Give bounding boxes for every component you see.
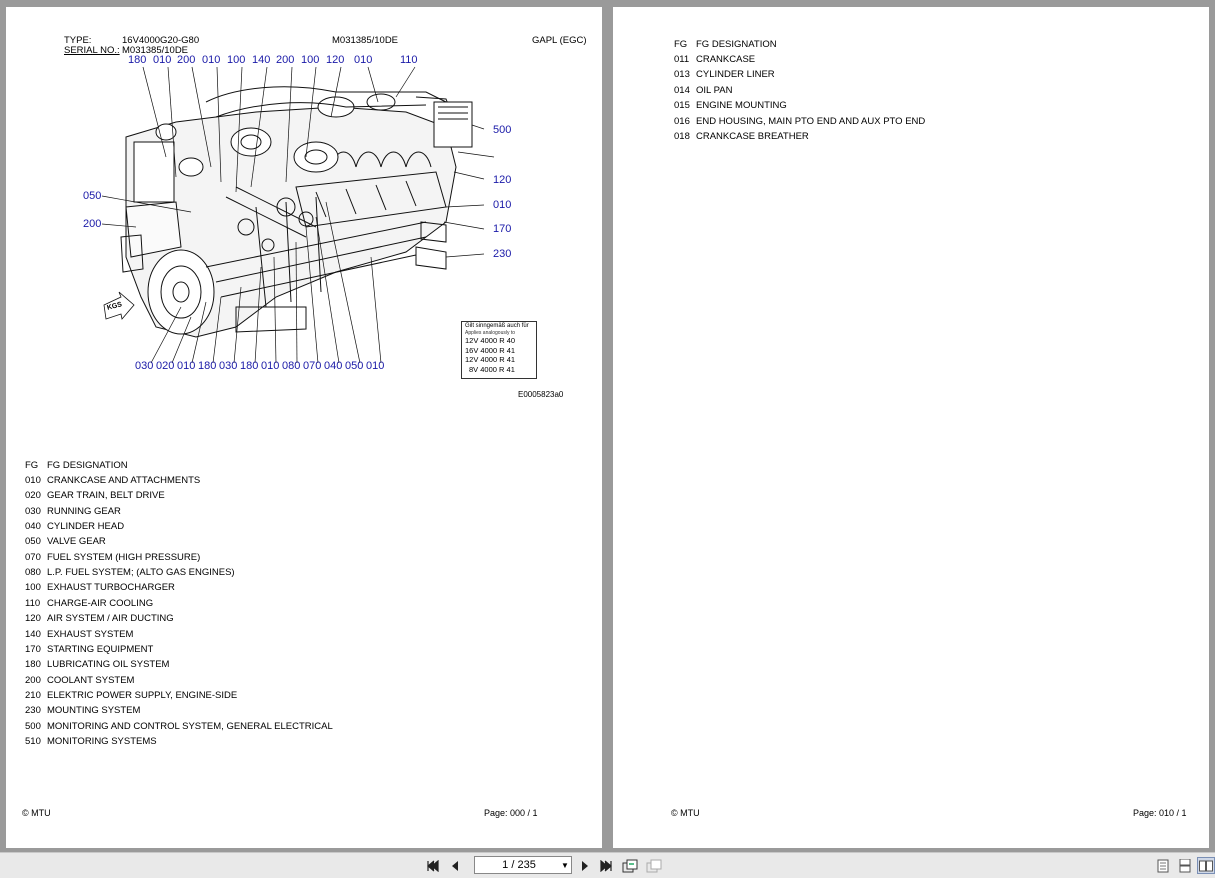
footer-page: Page: 000 / 1 bbox=[484, 808, 538, 818]
fg-designation: MONITORING SYSTEMS bbox=[47, 735, 157, 747]
page-indicator: 1 / 235 bbox=[502, 859, 536, 871]
fg-code: 030 bbox=[25, 505, 41, 517]
fg-code: 040 bbox=[25, 521, 41, 533]
callout-bottom-12: 010 bbox=[366, 360, 385, 372]
validity-box bbox=[461, 321, 537, 379]
fg-designation: END HOUSING, MAIN PTO END AND AUX PTO END bbox=[696, 115, 926, 127]
col-fg: FG bbox=[674, 39, 688, 50]
fg-designation: COOLANT SYSTEM bbox=[47, 674, 135, 686]
col-designation: FG DESIGNATION bbox=[696, 39, 777, 50]
last-page-icon[interactable] bbox=[597, 857, 615, 874]
serial-value: M031385/10DE bbox=[122, 45, 189, 56]
callout-top-2: 010 bbox=[153, 54, 172, 66]
callout-bottom-5: 030 bbox=[219, 360, 238, 372]
chevron-down-icon[interactable]: ▼ bbox=[561, 860, 569, 870]
doc-code: GAPL (EGC) bbox=[532, 35, 587, 46]
fg-designation: LUBRICATING OIL SYSTEM bbox=[47, 659, 170, 671]
fg-code: 080 bbox=[25, 567, 41, 579]
callout-top-4: 010 bbox=[202, 54, 221, 66]
callout-left-2: 200 bbox=[83, 218, 102, 230]
fg-designation: EXHAUST TURBOCHARGER bbox=[47, 582, 175, 594]
fg-code: 500 bbox=[25, 720, 41, 732]
fg-code: 140 bbox=[25, 628, 41, 640]
fg-code: 170 bbox=[25, 643, 41, 655]
figure-id: E0005823a0 bbox=[518, 390, 564, 399]
validity-item: 16V 4000 R 41 bbox=[465, 345, 516, 355]
footer-copyright: © MTU bbox=[22, 808, 51, 818]
doc-id: M031385/10DE bbox=[332, 35, 399, 46]
fg-code: 020 bbox=[25, 490, 41, 502]
fg-code: 100 bbox=[25, 582, 41, 594]
previous-page-icon[interactable] bbox=[446, 857, 464, 874]
fg-code: 210 bbox=[25, 689, 41, 701]
serial-label: SERIAL NO.: bbox=[64, 45, 120, 56]
two-page-view-icon[interactable] bbox=[1197, 857, 1215, 874]
fg-designation: EXHAUST SYSTEM bbox=[47, 628, 134, 640]
page-number-field[interactable] bbox=[474, 856, 572, 874]
fg-designation: ELEKTRIC POWER SUPPLY, ENGINE-SIDE bbox=[47, 689, 238, 701]
fg-designation: VALVE GEAR bbox=[47, 536, 106, 548]
fg-designation: AIR SYSTEM / AIR DUCTING bbox=[47, 613, 174, 625]
callout-bottom-4: 180 bbox=[198, 360, 217, 372]
callout-top-8: 100 bbox=[301, 54, 320, 66]
fg-code: 018 bbox=[674, 131, 690, 142]
fg-code: 510 bbox=[25, 735, 41, 747]
callout-bottom-7: 010 bbox=[261, 360, 280, 372]
validity-subtitle: Applies analogously to bbox=[465, 330, 516, 336]
callout-top-11: 110 bbox=[400, 54, 418, 66]
fg-designation: FUEL SYSTEM (HIGH PRESSURE) bbox=[47, 551, 201, 563]
validity-item: 12V 4000 R 41 bbox=[465, 355, 516, 365]
callout-bottom-9: 070 bbox=[303, 360, 322, 372]
fg-code: 013 bbox=[674, 69, 690, 81]
fg-code: 110 bbox=[25, 597, 41, 609]
fg-code: 200 bbox=[25, 674, 41, 686]
fg-designation: MOUNTING SYSTEM bbox=[47, 705, 141, 717]
fg-designation: ENGINE MOUNTING bbox=[696, 100, 787, 112]
callout-top-3: 200 bbox=[177, 54, 196, 66]
callout-top-1: 180 bbox=[128, 54, 147, 66]
callout-right-4: 170 bbox=[493, 223, 512, 235]
fg-designation: CRANKCASE BREATHER bbox=[696, 131, 809, 142]
next-page-icon[interactable] bbox=[576, 857, 594, 874]
callout-top-5: 100 bbox=[227, 54, 246, 66]
callout-right-5: 230 bbox=[493, 248, 512, 260]
fg-code: 010 bbox=[25, 475, 41, 486]
validity-item: 12V 4000 R 40 bbox=[465, 336, 516, 345]
validity-title: Gilt sinngemäß auch für bbox=[465, 323, 529, 329]
callout-bottom-3: 010 bbox=[177, 360, 196, 372]
fg-designation: MONITORING AND CONTROL SYSTEM, GENERAL ELECTRICAL bbox=[47, 720, 333, 732]
fg-designation: OIL PAN bbox=[696, 84, 733, 96]
fg-designation: CRANKCASE AND ATTACHMENTS bbox=[47, 475, 201, 486]
fg-code: 180 bbox=[25, 659, 41, 671]
callout-right-2: 120 bbox=[493, 174, 512, 186]
footer-copyright: © MTU bbox=[671, 808, 700, 818]
validity-item: 8V 4000 R 41 bbox=[469, 364, 515, 374]
fg-designation: CYLINDER HEAD bbox=[47, 521, 125, 533]
callout-bottom-2: 020 bbox=[156, 360, 175, 372]
right-page bbox=[613, 7, 1209, 848]
callout-left-1: 050 bbox=[83, 190, 102, 202]
callout-bottom-6: 180 bbox=[240, 360, 259, 372]
fg-designation: RUNNING GEAR bbox=[47, 505, 121, 517]
type-label: TYPE: bbox=[64, 35, 92, 46]
fg-code: 230 bbox=[25, 705, 41, 717]
continuous-view-icon[interactable] bbox=[1176, 857, 1194, 874]
first-page-icon[interactable] bbox=[424, 857, 442, 874]
fg-code: 120 bbox=[25, 613, 41, 625]
callout-top-10: 010 bbox=[354, 54, 373, 66]
go-forward-view-icon[interactable] bbox=[645, 857, 663, 874]
fg-code: 070 bbox=[25, 551, 41, 563]
fg-code: 050 bbox=[25, 536, 41, 548]
fg-designation: CRANKCASE bbox=[696, 54, 756, 65]
single-page-view-icon[interactable] bbox=[1154, 857, 1172, 874]
callout-right-3: 010 bbox=[493, 199, 512, 211]
go-back-view-icon[interactable] bbox=[621, 857, 639, 874]
fg-code: 014 bbox=[674, 84, 690, 96]
left-page bbox=[6, 7, 602, 848]
callout-top-6: 140 bbox=[252, 54, 271, 66]
fg-designation: CHARGE-AIR COOLING bbox=[47, 597, 154, 609]
fg-designation: GEAR TRAIN, BELT DRIVE bbox=[47, 490, 165, 502]
col-designation: FG DESIGNATION bbox=[47, 460, 128, 471]
fg-designation: STARTING EQUIPMENT bbox=[47, 643, 154, 655]
callout-bottom-10: 040 bbox=[324, 360, 343, 372]
callout-bottom-1: 030 bbox=[135, 360, 154, 372]
footer-page: Page: 010 / 1 bbox=[1133, 808, 1187, 818]
viewer-toolbar bbox=[0, 852, 1215, 878]
callout-top-7: 200 bbox=[276, 54, 295, 66]
fg-code: 016 bbox=[674, 115, 690, 127]
callout-bottom-8: 080 bbox=[282, 360, 301, 372]
kgs-label: KGS bbox=[106, 301, 123, 312]
fg-designation: CYLINDER LINER bbox=[696, 69, 775, 81]
fg-code: 015 bbox=[674, 100, 690, 112]
fg-code: 011 bbox=[674, 54, 690, 65]
callout-right-1: 500 bbox=[493, 124, 512, 136]
fg-designation: L.P. FUEL SYSTEM; (ALTO GAS ENGINES) bbox=[47, 567, 235, 579]
type-value: 16V4000G20-G80 bbox=[122, 35, 200, 46]
col-fg: FG bbox=[25, 460, 39, 471]
callout-top-9: 120 bbox=[326, 54, 345, 66]
callout-bottom-11: 050 bbox=[345, 360, 364, 372]
